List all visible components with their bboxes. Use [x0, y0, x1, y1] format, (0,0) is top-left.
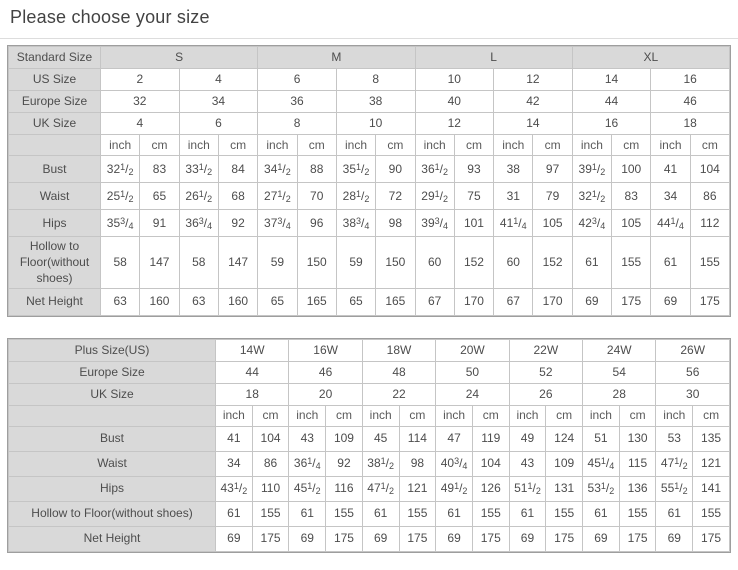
measurement-cell: 110	[252, 476, 289, 501]
measurement-cell: 69	[572, 288, 611, 315]
measurement-cell: 58	[101, 237, 140, 289]
unit-cell: cm	[546, 405, 583, 426]
standard-size-table	[8, 46, 730, 316]
measurement-cell: 124	[546, 426, 583, 451]
measurement-cell: 92	[218, 210, 257, 237]
measurement-cell: 170	[454, 288, 493, 315]
measurement-cell: 83	[612, 183, 651, 210]
measurement-cell: 43	[289, 426, 326, 451]
measurement-cell: 49	[509, 426, 546, 451]
unit-cell: cm	[399, 405, 436, 426]
measurement-cell: $36^3/_4$	[179, 210, 218, 237]
measurement-cell: 88	[297, 156, 336, 183]
measurement-cell: 70	[297, 183, 336, 210]
measurement-cell: 104	[252, 426, 289, 451]
measurement-cell: 121	[399, 476, 436, 501]
measurement-cell: $37^3/_4$	[258, 210, 297, 237]
size-cell: 14	[494, 113, 573, 135]
unit-cell: inch	[651, 135, 690, 156]
size-cell: 6	[179, 113, 258, 135]
measurement-cell: 115	[619, 451, 656, 476]
size-cell: 40	[415, 91, 494, 113]
measurement-cell: 126	[472, 476, 509, 501]
unit-cell: cm	[693, 405, 730, 426]
header-row	[9, 361, 730, 383]
measurement-cell: 100	[612, 156, 651, 183]
measurement-cell: $36^1/_2$	[415, 156, 454, 183]
unit-header-row	[9, 135, 730, 156]
unit-cell: inch	[583, 405, 620, 426]
table-row	[9, 426, 730, 451]
unit-cell: inch	[494, 135, 533, 156]
measurement-cell: 69	[651, 288, 690, 315]
measurement-cell: 150	[376, 237, 415, 289]
measurement-cell: 175	[546, 526, 583, 551]
size-cell: 46	[651, 91, 730, 113]
measurement-cell: 67	[415, 288, 454, 315]
measurement-cell: $40^3/_4$	[436, 451, 473, 476]
measurement-cell: $39^1/_2$	[572, 156, 611, 183]
measurement-cell: $28^1/_2$	[336, 183, 375, 210]
row-label: Europe Size	[9, 361, 216, 383]
size-guide-page	[0, 7, 738, 552]
unit-cell: cm	[297, 135, 336, 156]
unit-cell: cm	[252, 405, 289, 426]
measurement-cell: 98	[376, 210, 415, 237]
measurement-cell: 101	[454, 210, 493, 237]
measurement-cell: 175	[472, 526, 509, 551]
measurement-cell: 136	[619, 476, 656, 501]
measurement-cell: 155	[252, 501, 289, 526]
size-tables-container	[0, 46, 738, 552]
measurement-cell: 104	[472, 451, 509, 476]
measurement-cell: 109	[326, 426, 363, 451]
size-cell: 10	[336, 113, 415, 135]
unit-cell: cm	[140, 135, 179, 156]
size-cell: 12	[415, 113, 494, 135]
measurement-cell: 160	[218, 288, 257, 315]
measurement-cell: $49^1/_2$	[436, 476, 473, 501]
unit-cell: cm	[472, 405, 509, 426]
size-cell: 16	[572, 113, 651, 135]
measurement-cell: 69	[583, 526, 620, 551]
unit-cell: inch	[362, 405, 399, 426]
size-cell: 6	[258, 69, 337, 91]
measurement-cell: 155	[472, 501, 509, 526]
size-cell: 50	[436, 361, 509, 383]
measurement-cell: 61	[216, 501, 253, 526]
row-label: Bust	[9, 426, 216, 451]
size-cell: 42	[494, 91, 573, 113]
measurement-cell: 53	[656, 426, 693, 451]
measurement-cell: $53^1/_2$	[583, 476, 620, 501]
measurement-cell: $44^1/_4$	[651, 210, 690, 237]
size-cell: 22	[362, 383, 435, 405]
measurement-cell: 65	[140, 183, 179, 210]
size-cell: 18	[216, 383, 289, 405]
row-label: Hollow to Floor(without shoes)	[9, 237, 101, 289]
measurement-cell: 112	[690, 210, 729, 237]
measurement-cell: 175	[693, 526, 730, 551]
measurement-cell: 75	[454, 183, 493, 210]
measurement-cell: 34	[216, 451, 253, 476]
size-cell: 26W	[656, 339, 730, 361]
size-cell: 18	[651, 113, 730, 135]
header-row	[9, 47, 730, 69]
measurement-cell: $47^1/_2$	[656, 451, 693, 476]
unit-header-row	[9, 405, 730, 426]
measurement-cell: 175	[399, 526, 436, 551]
measurement-cell: 175	[612, 288, 651, 315]
measurement-cell: 61	[572, 237, 611, 289]
measurement-cell: 104	[690, 156, 729, 183]
row-label: Bust	[9, 156, 101, 183]
measurement-cell: 61	[509, 501, 546, 526]
size-cell: 24	[436, 383, 509, 405]
row-label: Hips	[9, 210, 101, 237]
measurement-cell: 65	[258, 288, 297, 315]
unit-cell: cm	[218, 135, 257, 156]
size-cell: 18W	[362, 339, 435, 361]
row-label: Standard Size	[9, 47, 101, 69]
row-label: US Size	[9, 69, 101, 91]
measurement-cell: 116	[326, 476, 363, 501]
measurement-cell: 130	[619, 426, 656, 451]
measurement-cell: 61	[583, 501, 620, 526]
measurement-cell: 58	[179, 237, 218, 289]
measurement-cell: $35^1/_2$	[336, 156, 375, 183]
unit-cell: cm	[619, 405, 656, 426]
measurement-cell: 61	[289, 501, 326, 526]
measurement-cell: $55^1/_2$	[656, 476, 693, 501]
unit-cell: inch	[509, 405, 546, 426]
measurement-cell: $41^1/_4$	[494, 210, 533, 237]
row-label: Plus Size(US)	[9, 339, 216, 361]
table-row	[9, 210, 730, 237]
size-cell: 4	[179, 69, 258, 91]
table-row	[9, 476, 730, 501]
measurement-cell: $33^1/_2$	[179, 156, 218, 183]
size-cell: 8	[336, 69, 415, 91]
measurement-cell: 68	[218, 183, 257, 210]
measurement-cell: 165	[297, 288, 336, 315]
measurement-cell: 119	[472, 426, 509, 451]
row-label: Waist	[9, 451, 216, 476]
unit-cell: cm	[454, 135, 493, 156]
header-row	[9, 91, 730, 113]
measurement-cell: 79	[533, 183, 572, 210]
measurement-cell: 92	[326, 451, 363, 476]
measurement-cell: 90	[376, 156, 415, 183]
measurement-cell: 155	[619, 501, 656, 526]
measurement-cell: 43	[509, 451, 546, 476]
row-label: Net Height	[9, 526, 216, 551]
table-row	[9, 156, 730, 183]
row-label: UK Size	[9, 113, 101, 135]
measurement-cell: $32^1/_2$	[101, 156, 140, 183]
measurement-cell: 97	[533, 156, 572, 183]
measurement-cell: 155	[546, 501, 583, 526]
unit-cell: inch	[336, 135, 375, 156]
measurement-cell: 47	[436, 426, 473, 451]
measurement-cell: 65	[336, 288, 375, 315]
measurement-cell: 63	[101, 288, 140, 315]
size-cell: M	[258, 47, 415, 69]
measurement-cell: $38^3/_4$	[336, 210, 375, 237]
measurement-cell: 147	[218, 237, 257, 289]
row-label: Net Height	[9, 288, 101, 315]
size-cell: 8	[258, 113, 337, 135]
size-cell: 44	[216, 361, 289, 383]
size-cell: 54	[583, 361, 656, 383]
measurement-cell: 69	[509, 526, 546, 551]
measurement-cell: 160	[140, 288, 179, 315]
row-label: Waist	[9, 183, 101, 210]
size-cell: 38	[336, 91, 415, 113]
measurement-cell: 59	[258, 237, 297, 289]
measurement-cell: 155	[399, 501, 436, 526]
unit-cell: inch	[258, 135, 297, 156]
measurement-cell: 135	[693, 426, 730, 451]
unit-cell: inch	[656, 405, 693, 426]
size-cell: 14	[572, 69, 651, 91]
size-cell: 34	[179, 91, 258, 113]
measurement-cell: 60	[494, 237, 533, 289]
measurement-cell: $47^1/_2$	[362, 476, 399, 501]
header-row	[9, 69, 730, 91]
size-cell: 4	[101, 113, 180, 135]
measurement-cell: $42^3/_4$	[572, 210, 611, 237]
measurement-cell: $34^1/_2$	[258, 156, 297, 183]
measurement-cell: 155	[326, 501, 363, 526]
unit-cell: inch	[436, 405, 473, 426]
measurement-cell: 41	[216, 426, 253, 451]
unit-cell: cm	[533, 135, 572, 156]
unit-cell: inch	[572, 135, 611, 156]
measurement-cell: 61	[651, 237, 690, 289]
measurement-cell: 96	[297, 210, 336, 237]
measurement-cell: 38	[494, 156, 533, 183]
page-title: Please choose your size	[10, 7, 210, 27]
size-cell: 16W	[289, 339, 362, 361]
measurement-cell: 63	[179, 288, 218, 315]
measurement-cell: $29^1/_2$	[415, 183, 454, 210]
size-cell: 48	[362, 361, 435, 383]
table-row	[9, 526, 730, 551]
measurement-cell: $25^1/_2$	[101, 183, 140, 210]
row-label: Hollow to Floor(without shoes)	[9, 501, 216, 526]
measurement-cell: 175	[619, 526, 656, 551]
measurement-cell: 31	[494, 183, 533, 210]
size-cell: 56	[656, 361, 730, 383]
unit-cell: inch	[415, 135, 454, 156]
measurement-cell: 155	[693, 501, 730, 526]
row-label: Hips	[9, 476, 216, 501]
title-divider	[0, 38, 738, 39]
measurement-cell: 61	[436, 501, 473, 526]
measurement-cell: $36^1/_4$	[289, 451, 326, 476]
measurement-cell: 86	[252, 451, 289, 476]
size-cell: 46	[289, 361, 362, 383]
size-cell: 32	[101, 91, 180, 113]
unit-cell: cm	[326, 405, 363, 426]
size-cell: XL	[572, 47, 729, 69]
row-label: Europe Size	[9, 91, 101, 113]
measurement-cell: 83	[140, 156, 179, 183]
measurement-cell: 152	[454, 237, 493, 289]
measurement-cell: 109	[546, 451, 583, 476]
measurement-cell: 61	[656, 501, 693, 526]
unit-cell: cm	[612, 135, 651, 156]
table-row	[9, 501, 730, 526]
size-cell: 52	[509, 361, 582, 383]
unit-cell: inch	[101, 135, 140, 156]
measurement-cell: 152	[533, 237, 572, 289]
measurement-cell: 34	[651, 183, 690, 210]
measurement-cell: $51^1/_2$	[509, 476, 546, 501]
measurement-cell: 121	[693, 451, 730, 476]
size-cell: 12	[494, 69, 573, 91]
table-row	[9, 451, 730, 476]
measurement-cell: $35^3/_4$	[101, 210, 140, 237]
size-cell: 20W	[436, 339, 509, 361]
measurement-cell: 69	[362, 526, 399, 551]
unit-cell: inch	[289, 405, 326, 426]
measurement-cell: 67	[494, 288, 533, 315]
size-cell: 16	[651, 69, 730, 91]
measurement-cell: 69	[656, 526, 693, 551]
size-cell: 30	[656, 383, 730, 405]
measurement-cell: 98	[399, 451, 436, 476]
size-cell: 28	[583, 383, 656, 405]
measurement-cell: 175	[690, 288, 729, 315]
measurement-cell: 150	[297, 237, 336, 289]
size-cell: 14W	[216, 339, 289, 361]
table-row	[9, 288, 730, 315]
size-cell: 36	[258, 91, 337, 113]
measurement-cell: $27^1/_2$	[258, 183, 297, 210]
measurement-cell: 61	[362, 501, 399, 526]
size-cell: 44	[572, 91, 651, 113]
measurement-cell: 155	[612, 237, 651, 289]
unit-cell: cm	[690, 135, 729, 156]
measurement-cell: $45^1/_4$	[583, 451, 620, 476]
measurement-cell: 84	[218, 156, 257, 183]
measurement-cell: $43^1/_2$	[216, 476, 253, 501]
header-row	[9, 339, 730, 361]
measurement-cell: 175	[326, 526, 363, 551]
size-cell: 10	[415, 69, 494, 91]
row-label: UK Size	[9, 383, 216, 405]
size-cell: L	[415, 47, 572, 69]
measurement-cell: 105	[533, 210, 572, 237]
unit-cell: inch	[179, 135, 218, 156]
measurement-cell: 59	[336, 237, 375, 289]
plus-size-table	[8, 339, 730, 552]
measurement-cell: 114	[399, 426, 436, 451]
measurement-cell: 105	[612, 210, 651, 237]
measurement-cell: 165	[376, 288, 415, 315]
measurement-cell: 170	[533, 288, 572, 315]
measurement-cell: 175	[252, 526, 289, 551]
measurement-cell: 69	[216, 526, 253, 551]
size-cell: 24W	[583, 339, 656, 361]
header-row	[9, 113, 730, 135]
measurement-cell: 141	[693, 476, 730, 501]
measurement-cell: $38^1/_2$	[362, 451, 399, 476]
table-row	[9, 237, 730, 289]
unit-cell: cm	[376, 135, 415, 156]
measurement-cell: 131	[546, 476, 583, 501]
table-row	[9, 183, 730, 210]
size-cell: 26	[509, 383, 582, 405]
header-row	[9, 383, 730, 405]
measurement-cell: 86	[690, 183, 729, 210]
size-cell: 22W	[509, 339, 582, 361]
measurement-cell: 41	[651, 156, 690, 183]
measurement-cell: $32^1/_2$	[572, 183, 611, 210]
measurement-cell: 69	[289, 526, 326, 551]
size-cell: 20	[289, 383, 362, 405]
measurement-cell: 91	[140, 210, 179, 237]
measurement-cell: 93	[454, 156, 493, 183]
unit-cell: inch	[216, 405, 253, 426]
measurement-cell: 45	[362, 426, 399, 451]
measurement-cell: 147	[140, 237, 179, 289]
row-label	[9, 405, 216, 426]
measurement-cell: 60	[415, 237, 454, 289]
measurement-cell: 72	[376, 183, 415, 210]
measurement-cell: 69	[436, 526, 473, 551]
measurement-cell: 155	[690, 237, 729, 289]
measurement-cell: $45^1/_2$	[289, 476, 326, 501]
size-cell: S	[101, 47, 258, 69]
row-label	[9, 135, 101, 156]
measurement-cell: $26^1/_2$	[179, 183, 218, 210]
measurement-cell: 51	[583, 426, 620, 451]
size-cell: 2	[101, 69, 180, 91]
measurement-cell: $39^3/_4$	[415, 210, 454, 237]
